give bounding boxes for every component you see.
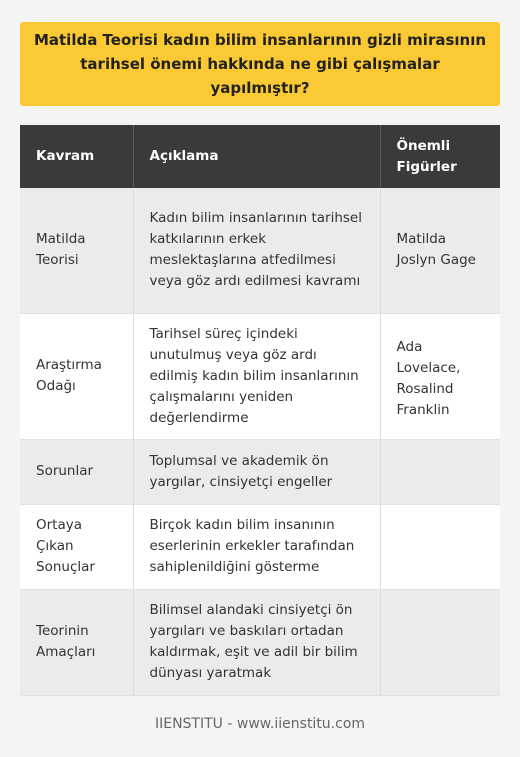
table-row bbox=[20, 589, 500, 695]
table-row bbox=[20, 504, 500, 589]
header-kavram: Kavram bbox=[20, 125, 133, 188]
table-cell-description: Birçok kadın bilim insanının eserlerinin erkekler tarafından sahiplenildiğini gösterme bbox=[133, 504, 380, 589]
table-cell-concept: Araştırma Odağı bbox=[20, 313, 133, 439]
table-cell-concept: Teorinin Amaçları bbox=[20, 589, 133, 695]
table-cell-figures bbox=[380, 439, 500, 504]
table-cell-figures bbox=[380, 589, 500, 695]
footer-credit: IIENSTITU - www.iienstitu.com bbox=[154, 716, 366, 732]
table-cell-concept: Sorunlar bbox=[20, 439, 133, 504]
title-banner bbox=[20, 22, 500, 106]
table-row bbox=[20, 188, 500, 313]
table-cell-description: Tarihsel süreç içindeki unutulmuş veya göz ardı edilmiş kadın bilim insanlarının çalışmalarını yeniden değerlendirme bbox=[133, 313, 380, 439]
table-row bbox=[20, 439, 500, 504]
page-title: Matilda Teorisi kadın bilim insanlarının gizli mirasının tarihsel önemi hakkında ne gibi çalışmalar yapılmıştır? bbox=[33, 31, 487, 97]
table-cell-description: Bilimsel alandaki cinsiyetçi ön yargıları ve baskıları ortadan kaldırmak, eşit ve adil bir bilim dünyası yaratmak bbox=[133, 589, 380, 695]
table-cell-figures: Ada Lovelace, Rosalind Franklin bbox=[380, 313, 500, 439]
header-onemli-figurler: Önemli Figürler bbox=[380, 125, 500, 188]
table-cell-concept: Ortaya Çıkan Sonuçlar bbox=[20, 504, 133, 589]
table-cell-concept: Matilda Teorisi bbox=[20, 188, 133, 313]
table-row bbox=[20, 313, 500, 439]
table-cell-description: Toplumsal ve akademik ön yargılar, cinsiyetçi engeller bbox=[133, 439, 380, 504]
data-table bbox=[20, 125, 500, 696]
table-cell-figures bbox=[380, 504, 500, 589]
table-cell-description: Kadın bilim insanlarının tarihsel katkılarının erkek meslektaşlarına atfedilmesi veya göz ardı edilmesi kavramı bbox=[133, 188, 380, 313]
table-header-row bbox=[20, 125, 500, 188]
table-cell-figures: Matilda Joslyn Gage bbox=[380, 188, 500, 313]
header-aciklama: Açıklama bbox=[133, 125, 380, 188]
